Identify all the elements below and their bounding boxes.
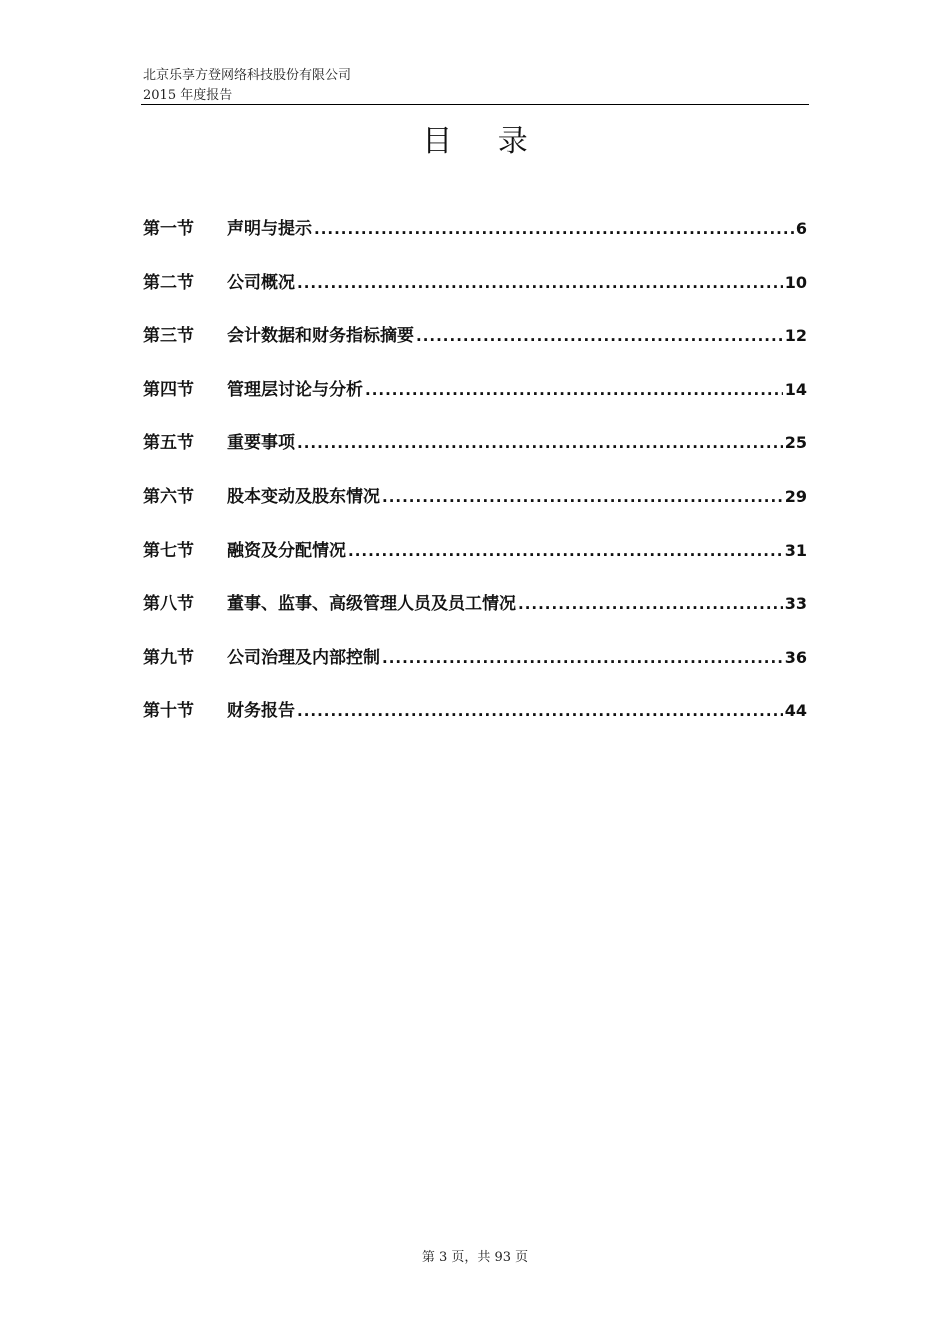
toc-section-title[interactable]: 公司治理及内部控制 [227, 647, 380, 668]
toc-section-title[interactable]: 公司概况 [227, 272, 295, 293]
toc-page-number[interactable]: 29 [784, 486, 807, 506]
toc-section-number: 第四节 [143, 379, 194, 400]
table-of-contents [143, 214, 807, 750]
toc-page-number[interactable]: 25 [784, 433, 807, 453]
toc-section-title[interactable]: 财务报告 [227, 701, 295, 722]
toc-entry[interactable] [143, 268, 807, 322]
toc-section-title[interactable]: 董事、监事、高级管理人员及员工情况 [227, 594, 516, 615]
toc-entry[interactable] [143, 589, 807, 643]
toc-section-number: 第八节 [143, 594, 194, 615]
toc-section-number: 第九节 [143, 647, 194, 668]
toc-section-title[interactable]: 声明与提示 [227, 219, 312, 239]
toc-section-number: 第五节 [143, 433, 194, 454]
toc-section-title[interactable]: 管理层讨论与分析 [227, 379, 363, 400]
toc-dot-leader [518, 595, 783, 613]
toc-dot-leader [297, 434, 783, 452]
toc-dot-leader [348, 542, 783, 560]
toc-section-title[interactable]: 会计数据和财务指标摘要 [227, 326, 414, 347]
toc-title: 目 录 [422, 124, 546, 159]
toc-section-number: 第一节 [143, 219, 194, 239]
toc-page-number[interactable]: 44 [784, 701, 807, 721]
toc-dot-leader [297, 702, 783, 720]
page-header [143, 66, 809, 106]
toc-entry[interactable] [143, 696, 807, 750]
toc-section-number: 第二节 [143, 272, 194, 293]
toc-entry[interactable] [143, 428, 807, 482]
toc-page-number[interactable]: 31 [784, 540, 807, 560]
toc-section-number: 第七节 [143, 540, 194, 561]
toc-page-number[interactable]: 14 [784, 379, 807, 399]
toc-entry[interactable] [143, 214, 807, 268]
toc-section-number: 第三节 [143, 326, 194, 347]
toc-page-number[interactable]: 36 [784, 647, 807, 667]
toc-entry[interactable] [143, 321, 807, 375]
toc-section-number: 第六节 [143, 486, 194, 507]
toc-dot-leader [314, 220, 794, 238]
toc-dot-leader [416, 327, 783, 345]
page-footer: 第 3 页，共 93 页 [421, 1250, 529, 1265]
toc-section-title[interactable]: 股本变动及股东情况 [227, 486, 380, 507]
toc-dot-leader [382, 649, 783, 667]
toc-section-title[interactable]: 融资及分配情况 [227, 540, 346, 561]
toc-section-number: 第十节 [143, 701, 194, 722]
toc-entry[interactable] [143, 375, 807, 429]
toc-page-number[interactable]: 6 [795, 219, 807, 238]
toc-entry[interactable] [143, 536, 807, 590]
toc-section-title[interactable]: 重要事项 [227, 433, 295, 454]
toc-dot-leader [382, 488, 783, 506]
toc-dot-leader [297, 274, 783, 292]
toc-page-number[interactable]: 33 [784, 594, 807, 614]
toc-entry[interactable] [143, 482, 807, 536]
header-company: 北京乐享方登网络科技股份有限公司 [143, 68, 352, 83]
toc-entry[interactable] [143, 643, 807, 697]
header-divider [141, 104, 809, 105]
toc-page-number[interactable]: 10 [784, 272, 807, 292]
toc-dot-leader [365, 381, 783, 399]
toc-page-number[interactable]: 12 [784, 326, 807, 346]
header-report: 2015 年度报告 [143, 88, 233, 103]
